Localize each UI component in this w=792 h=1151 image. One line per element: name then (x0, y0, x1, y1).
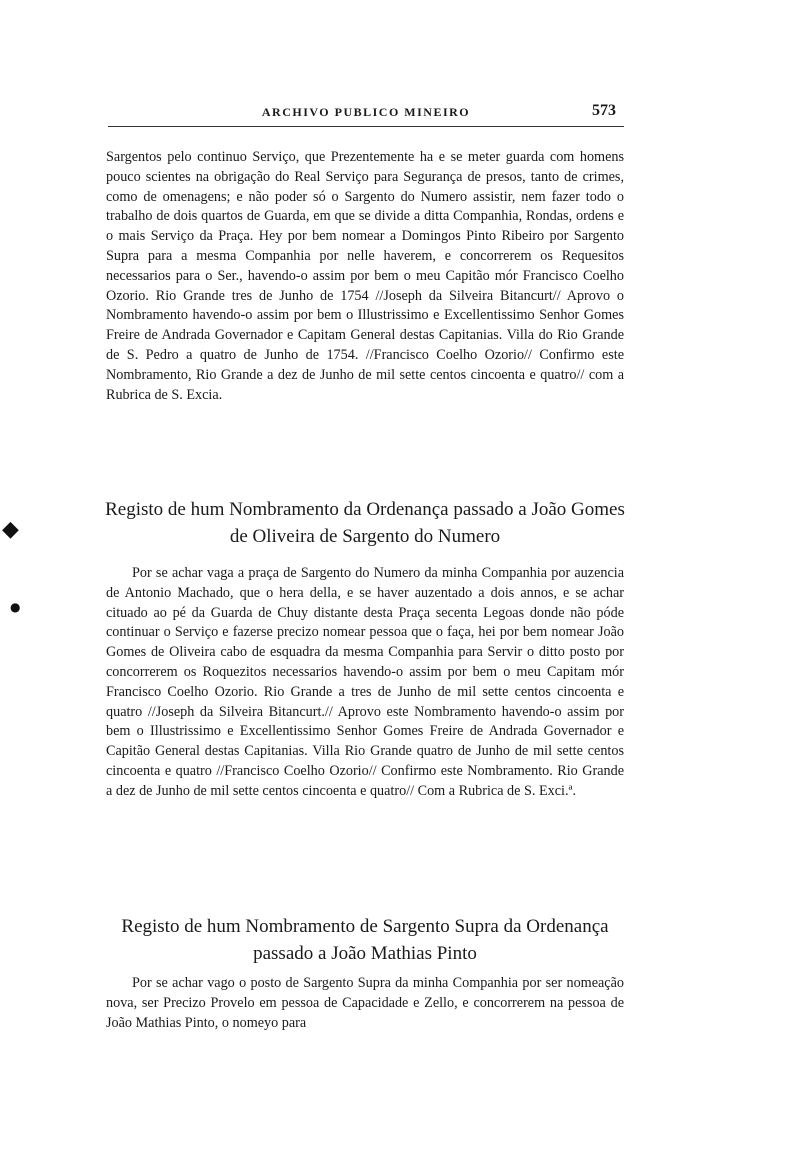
running-head (108, 100, 624, 127)
paragraph-joao-mathias (106, 974, 624, 1033)
ink-dot-mark: ● (10, 600, 21, 614)
paragraph-opening (106, 148, 624, 405)
paragraph-text: Sargentos pelo continuo Serviço, que Prezentemente ha e se meter guarda com homens pouco scientes na obrigação do Real Serviço para Segurança de presos, tanto de crimes, como de omenagens; e não poder só o Sargento do Numero assistir, nem fazer todo o trabalho de dois quartos de Guarda, em que se divide a ditta Companhia, Rondas, ordens e o mais Serviço da Praça. Hey por bem nomear a Domingos Pinto Ribeiro por Sargento Supra para a mesma Companhia por nelle haverem, e concorrerem os Requesitos necessarios para o Ser., havendo-o assim por bem o meu Capitão mór Francisco Coelho Ozorio. Rio Grande tres de Junho de 1754 //Joseph da Silveira Bitancurt// Aprovo o Nombramento havendo-o assim por bem o Illustrissimo e Excellentissimo Senhor Gomes Freire de Andrada Governador e Capitam General destas Capitanias. Villa do Rio Grande de S. Pedro a quatro de Junho de 1754. //Francisco Coelho Ozorio// Confirmo este Nombramento, Rio Grande a dez de Junho de mil sette centos cincoenta e quatro// com a Rubrica de S. Excia. (106, 149, 624, 403)
running-title: ARCHIVO PUBLICO MINEIRO (261, 105, 471, 119)
paragraph-text: Por se achar vago o posto de Sargento Supra da minha Companhia por ser nomeação nova, ser Precizo Provelo em pessoa de Capacidade e Zello, e concorrerem na pessoa de João Mathias Pinto, o nomeyo para (106, 975, 624, 1031)
section-heading-joao-mathias: Registo de hum Nombramento de Sargento Supra da Ordenança passado a João Mathias Pinto (121, 916, 609, 964)
paragraph-joao-gomes (106, 564, 624, 802)
page-number: 573 (592, 102, 616, 119)
ink-blot-mark: ◆ (2, 517, 19, 542)
section-heading-joao-gomes: Registo de hum Nombramento da Ordenança passado a João Gomes de Oliveira de Sargento do Numero (105, 499, 625, 547)
paragraph-text: Por se achar vaga a praça de Sargento do Numero da minha Companhia por auzencia de Antonio Machado, que o hera della, e se haver auzentado a dois annos, e se achar cituado ao pé da Guarda de Chuy distante desta Praça secenta Legoas donde não póde continuar o Serviço e fazerse precizo nomear pessoa que o faça, hei por bem nomear João Gomes de Oliveira cabo de esquadra da mesma Companhia para Servir o ditto posto por concorrerem os Roquezitos necessarios havendo-o assim por bem o meu Capitam mór Francisco Coelho Ozorio. Rio Grande a tres de Junho de mil sette centos cincoenta e quatro //Joseph da Silveira Bitancurt.// Aprovo este Nombramento havendo-o assim por bem o Illustrissimo e Excellentissimo Senhor Gomes Freire de Andrada Governador e Capitão General destas Capitanias. Villa Rio Grande quatro de Junho de mil sette centos cincoenta e quatro //Francisco Coelho Ozorio// Confirmo este Nombramento. Rio Grande a dez de Junho de mil sette centos cincoenta e quatro// Com a Rubrica de S. Exci.ª. (106, 565, 624, 799)
